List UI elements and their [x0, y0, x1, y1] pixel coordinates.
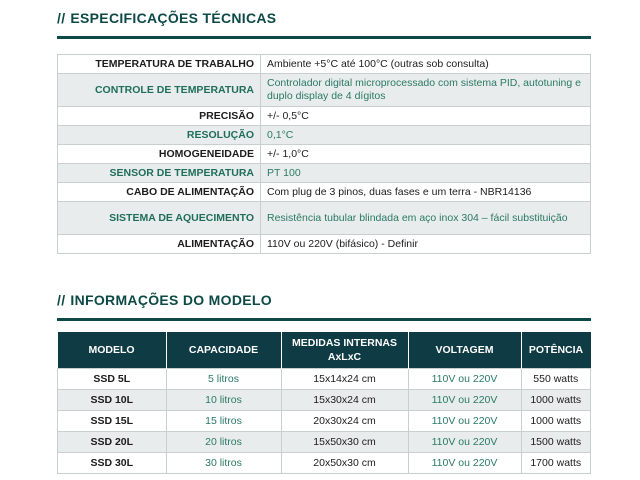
cell-capacity: 30 litros: [166, 453, 281, 474]
spec-value: 0,1°C: [261, 126, 591, 145]
title-slashes: //: [57, 10, 66, 26]
models-title-rule: [57, 318, 591, 321]
title-slashes: //: [57, 292, 66, 308]
cell-model: SSD 20L: [58, 432, 167, 453]
model-row: [58, 369, 591, 390]
cell-power: 550 watts: [521, 369, 591, 390]
spec-label: CABO DE ALIMENTAÇÃO: [58, 183, 261, 202]
model-row: [58, 453, 591, 474]
model-row: [58, 432, 591, 453]
spec-label: PRECISÃO: [58, 107, 261, 126]
cell-capacity: 15 litros: [166, 411, 281, 432]
cell-dimensions: 20x50x30 cm: [281, 453, 408, 474]
header-model: MODELO: [58, 332, 167, 369]
cell-voltage: 110V ou 220V: [408, 390, 521, 411]
cell-power: 1000 watts: [521, 390, 591, 411]
cell-dimensions: 15x14x24 cm: [281, 369, 408, 390]
cell-model: SSD 15L: [58, 411, 167, 432]
models-title-text: INFORMAÇÕES DO MODELO: [70, 292, 272, 308]
header-dimensions-line1: MEDIDAS INTERNAS: [291, 337, 397, 349]
specs-row: [58, 55, 591, 74]
spec-label: HOMOGENEIDADE: [58, 145, 261, 164]
specs-row: [58, 164, 591, 183]
header-voltage: VOLTAGEM: [408, 332, 521, 369]
spec-label: TEMPERATURA DE TRABALHO: [58, 55, 261, 74]
cell-voltage: 110V ou 220V: [408, 453, 521, 474]
spec-label: RESOLUÇÃO: [58, 126, 261, 145]
specs-table: [57, 54, 591, 254]
spec-value: 110V ou 220V (bifásico) - Definir: [261, 235, 591, 254]
specs-row: [58, 145, 591, 164]
cell-voltage: 110V ou 220V: [408, 432, 521, 453]
spec-label: SENSOR DE TEMPERATURA: [58, 164, 261, 183]
specs-title-rule: [57, 36, 591, 39]
cell-dimensions: 20x30x24 cm: [281, 411, 408, 432]
header-capacity: CAPACIDADE: [166, 332, 281, 369]
specs-row: [58, 235, 591, 254]
spec-label: CONTROLE DE TEMPERATURA: [58, 74, 261, 107]
specs-row: [58, 107, 591, 126]
spec-label: SISTEMA DE AQUECIMENTO: [58, 202, 261, 235]
cell-model: SSD 10L: [58, 390, 167, 411]
specs-row: [58, 74, 591, 107]
cell-model: SSD 5L: [58, 369, 167, 390]
spec-value: +/- 1,0°C: [261, 145, 591, 164]
spec-value: Ambiente +5°C até 100°C (outras sob consulta): [261, 55, 591, 74]
spec-value: +/- 0,5°C: [261, 107, 591, 126]
cell-power: 1500 watts: [521, 432, 591, 453]
cell-dimensions: 15x30x24 cm: [281, 390, 408, 411]
cell-power: 1000 watts: [521, 411, 591, 432]
spec-value: Resistência tubular blindada em aço inox 304 – fácil substituição: [261, 202, 591, 235]
cell-dimensions: 15x50x30 cm: [281, 432, 408, 453]
cell-model: SSD 30L: [58, 453, 167, 474]
models-section-title: [57, 292, 272, 308]
specs-row: [58, 183, 591, 202]
model-row: [58, 390, 591, 411]
cell-power: 1700 watts: [521, 453, 591, 474]
spec-label: ALIMENTAÇÃO: [58, 235, 261, 254]
models-header-row: [58, 332, 591, 369]
specs-section-title: [57, 10, 276, 26]
specs-title-text: ESPECIFICAÇÕES TÉCNICAS: [70, 10, 277, 26]
cell-voltage: 110V ou 220V: [408, 411, 521, 432]
header-dimensions: [281, 332, 408, 369]
specs-row: [58, 126, 591, 145]
cell-voltage: 110V ou 220V: [408, 369, 521, 390]
cell-capacity: 10 litros: [166, 390, 281, 411]
model-row: [58, 411, 591, 432]
models-table: [57, 332, 591, 474]
header-dimensions-line2: AxLxC: [327, 351, 362, 363]
spec-value: Controlador digital microprocessado com sistema PID, autotuning e duplo display de 4 dígitos: [261, 74, 591, 107]
header-power: POTÊNCIA: [521, 332, 591, 369]
spec-value: PT 100: [261, 164, 591, 183]
cell-capacity: 5 litros: [166, 369, 281, 390]
spec-value: Com plug de 3 pinos, duas fases e um terra - NBR14136: [261, 183, 591, 202]
cell-capacity: 20 litros: [166, 432, 281, 453]
specs-row: [58, 202, 591, 235]
